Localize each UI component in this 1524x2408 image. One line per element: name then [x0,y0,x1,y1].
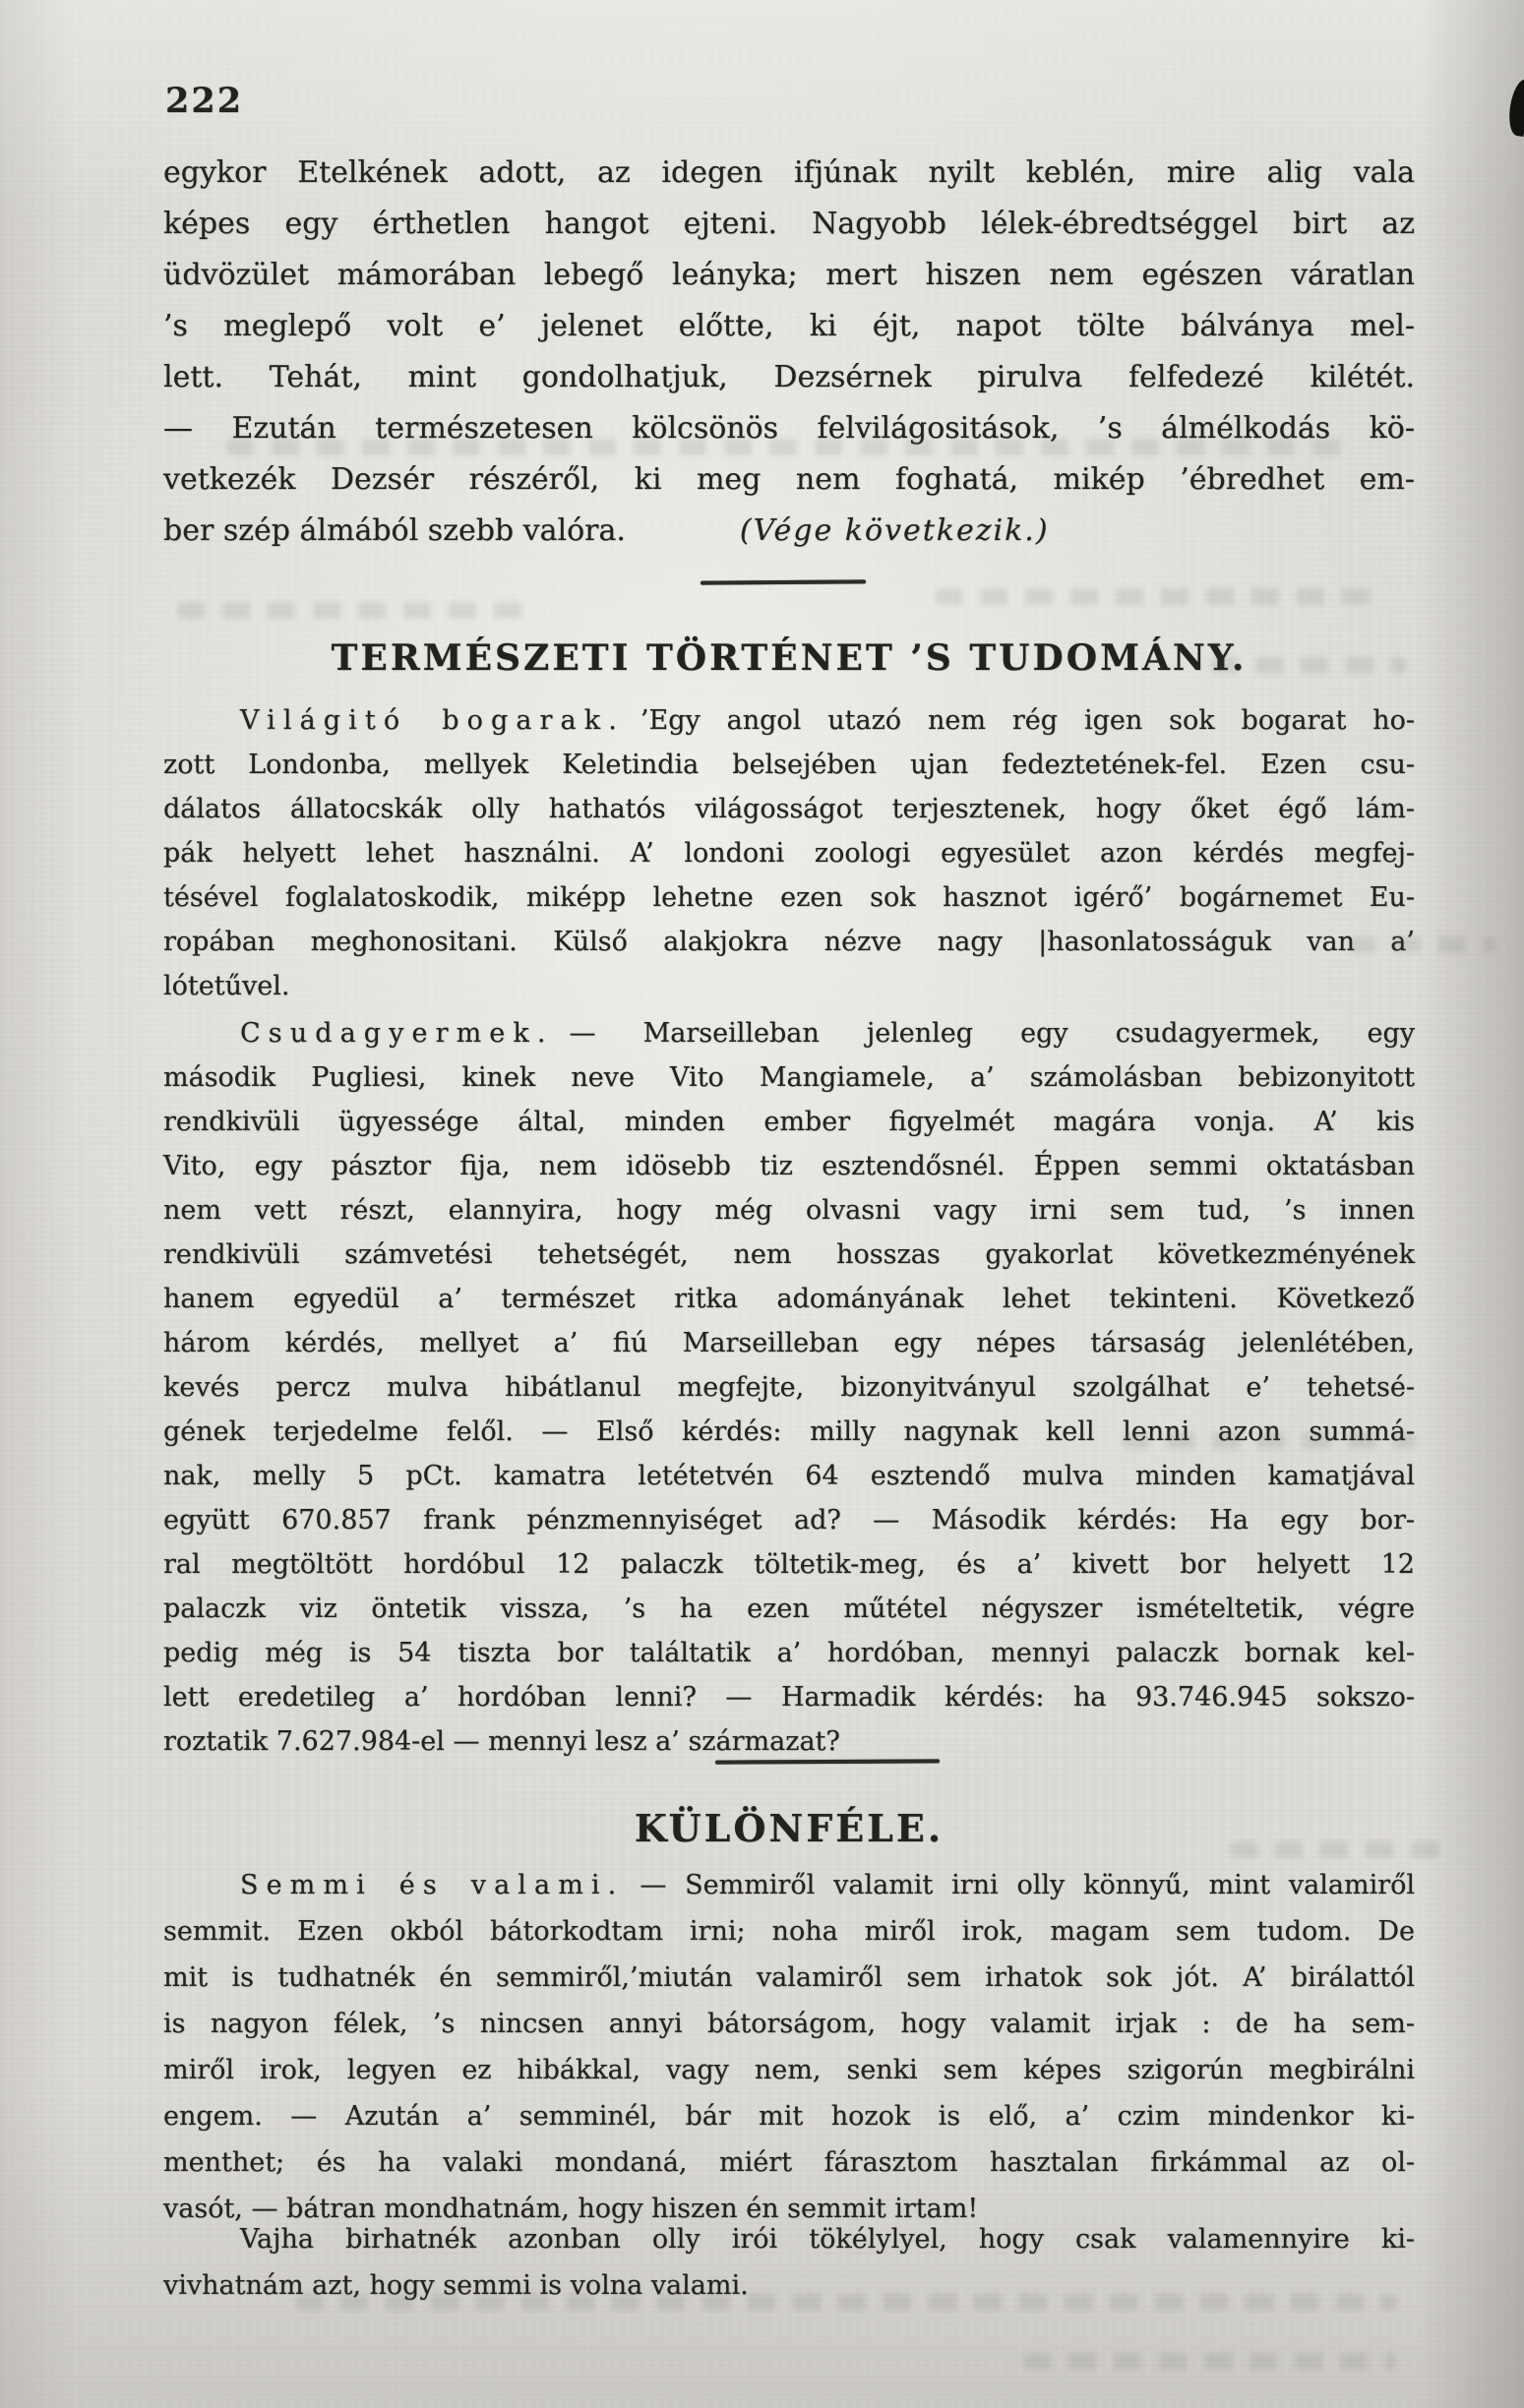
text-line: kevés percz mulva hibátlanul megfejte, bizonyitványul szolgálhat e’ tehetsé- [163,1372,1415,1403]
text-line: három kérdés, mellyet a’ fiú Marseilleban egy népes társaság jelenlétében, [163,1328,1415,1358]
text-line: képes egy érthetlen hangot ejteni. Nagyobb lélek-ébredtséggel birt az [163,207,1415,241]
text-line: hanem egyedül a’ természet ritka adományának lehet tekinteni. Következő [163,1284,1415,1314]
text-line: rendkivüli ügyessége által, minden ember figyelmét magára vonja. A’ kis [163,1107,1415,1137]
paragraph-first-line [163,1862,1415,1908]
nothing-and-something-paragraph [163,1862,1415,2232]
bleed-through-smudge [226,439,1358,455]
text-line: dálatos állatocskák olly hathatós világosságot terjesztenek, hogy őket égő lám- [163,794,1415,824]
section-heading-natural-history: TERMÉSZETI TÖRTÉNET ’S TUDOMÁNY. [331,637,1248,679]
run-in-heading: Világitó bogarak. [240,705,625,736]
text-line: ral megtöltött hordóbul 12 palaczk töltetik-meg, és a’ kivett bor helyett 12 [163,1549,1415,1580]
text-line: semmit. Ezen okból bátorkodtam irni; noha miről irok, magam sem tudom. De [163,1916,1415,1947]
text-line: — Ezután természetesen kölcsönös felvilágositások, ’s álmélkodás kö- [163,411,1415,446]
story-continuation-paragraph [163,148,1415,557]
paragraph-first-line [163,698,1415,743]
bleed-through-smudge [1122,1432,1417,1449]
wonder-child-paragraph [163,1011,1415,1764]
text-line: ber szép álmából szebb valóra. [163,513,626,548]
text-line: menthet; és ha valaki mondaná, miért fárasztom hasztalan firkámmal az ol- [163,2147,1415,2178]
text-line: Vajha birhatnék azonban olly irói tökélylyel, hogy csak valamennyire ki- [240,2224,1415,2255]
bleed-through-smudge [1023,2353,1397,2370]
text-line: engem. — Azután a’ semminél, bár mit hozok is elő, a’ czim mindenkor ki- [163,2101,1415,2132]
text-line: lótetűvel. [163,971,290,1001]
text-line: üdvözület mámorában lebegő leányka; mert hiszen nem egészen váratlan [163,258,1415,292]
text-line: gének terjedelme felől. — Első kérdés: milly nagynak kell lenni azon summá- [163,1416,1415,1447]
text-line: második Pugliesi, kinek neve Vito Mangiamele, a’ számolásban bebizonyitott [163,1062,1415,1093]
text-line: vivhatnám azt, hogy semmi is volna valami. [163,2270,749,2301]
to-be-continued-note: (Vége következik.) [739,513,1050,548]
bleed-through-smudge [1348,936,1495,953]
text-line: — Marseilleban jelenleg egy csudagyermek, egy [569,1018,1415,1049]
section-heading-miscellany: KÜLÖNFÉLE. [634,1806,945,1850]
text-line: — Semmiről valamit irni olly könnyű, mint valamiről [640,1870,1415,1900]
ink-blot-mark [1506,78,1524,137]
text-line: mit is tudhatnék én semmiről,’miután valamiről sem irhatok sok jót. A’ birálattól [163,1962,1415,1993]
story-last-line [163,506,1415,557]
text-line: rendkivüli számvetési tehetségét, nem hosszas gyakorlat következményének [163,1239,1415,1270]
page-number: 222 [165,81,244,121]
paragraph-first-line [163,1011,1415,1055]
text-line: ’s meglepő volt e’ jelenet előtte, ki éjt, napot tölte bálványa mel- [163,309,1415,343]
text-line: nak, melly 5 pCt. kamatra letétetvén 64 esztendő mulva minden kamatjával [163,1461,1415,1491]
text-line: palaczk viz öntetik vissza, ’s ha ezen műtétel négyszer ismételtetik, végre [163,1594,1415,1624]
text-line: lett eredetileg a’ hordóban lenni? — Harmadik kérdés: ha 93.746.945 sokszo- [163,1682,1415,1713]
text-line: lett. Tehát, mint gondolhatjuk, Dezsérnek pirulva felfedezé kilétét. [163,360,1415,394]
bleed-through-smudge [935,588,1387,605]
text-line: ’Egy angol utazó nem rég igen sok bogarat ho- [640,705,1415,736]
text-line: miről irok, legyen ez hibákkal, vagy nem, senki sem képes szigorún megbirálni [163,2055,1415,2085]
bleed-through-smudge [1230,1841,1456,1858]
run-in-heading: Csudagyermek. [240,1018,554,1049]
text-line: nem vett részt, elannyira, hogy még olvasni vagy irni sem tud, ’s innen [163,1195,1415,1226]
text-line: pedig még is 54 tiszta bor találtatik a’ hordóban, mennyi palaczk bornak kel- [163,1638,1415,1668]
text-line: is nagyon félek, ’s nincsen annyi bátorságom, hogy valamit irjak : de ha sem- [163,2009,1415,2039]
bleed-through-smudge [177,602,531,619]
text-line: ropában meghonositani. Külső alakjokra nézve nagy |hasonlatosságuk van a’ [163,927,1415,957]
run-in-heading: Semmi és valami. [240,1870,625,1900]
text-line: vasót, — bátran mondhatnám, hogy hiszen én semmit irtam! [163,2194,979,2224]
bleed-through-smudge [1210,657,1407,674]
text-line: Vito, egy pásztor fija, nem idösebb tiz esztendősnél. Éppen semmi oktatásban [163,1151,1415,1181]
text-line: egykor Etelkének adott, az idegen ifjúnak nyilt keblén, mire alig vala [163,155,1415,190]
text-line: tésével foglalatoskodik, miképp lehetne ezen sok hasznot igérő’ bogárnemet Eu- [163,882,1415,913]
bleed-through-smudge [295,2294,1397,2311]
text-line: vetkezék Dezsér részéről, ki meg nem foghatá, mikép ’ébredhet em- [163,462,1415,497]
section-divider [701,579,866,584]
text-line: roztatik 7.627.984-el — mennyi lesz a’ származat? [163,1726,840,1757]
text-line: zott Londonba, mellyek Keletindia belsejében ujan fedeztetének-fel. Ezen csu- [163,750,1415,780]
text-line: pák helyett lehet használni. A’ londoni zoologi egyesület azon kérdés megfej- [163,838,1415,869]
glow-worms-paragraph [163,698,1415,1008]
text-line: együtt 670.857 frank pénzmennyiséget ad? — Második kérdés: Ha egy bor- [163,1505,1415,1535]
